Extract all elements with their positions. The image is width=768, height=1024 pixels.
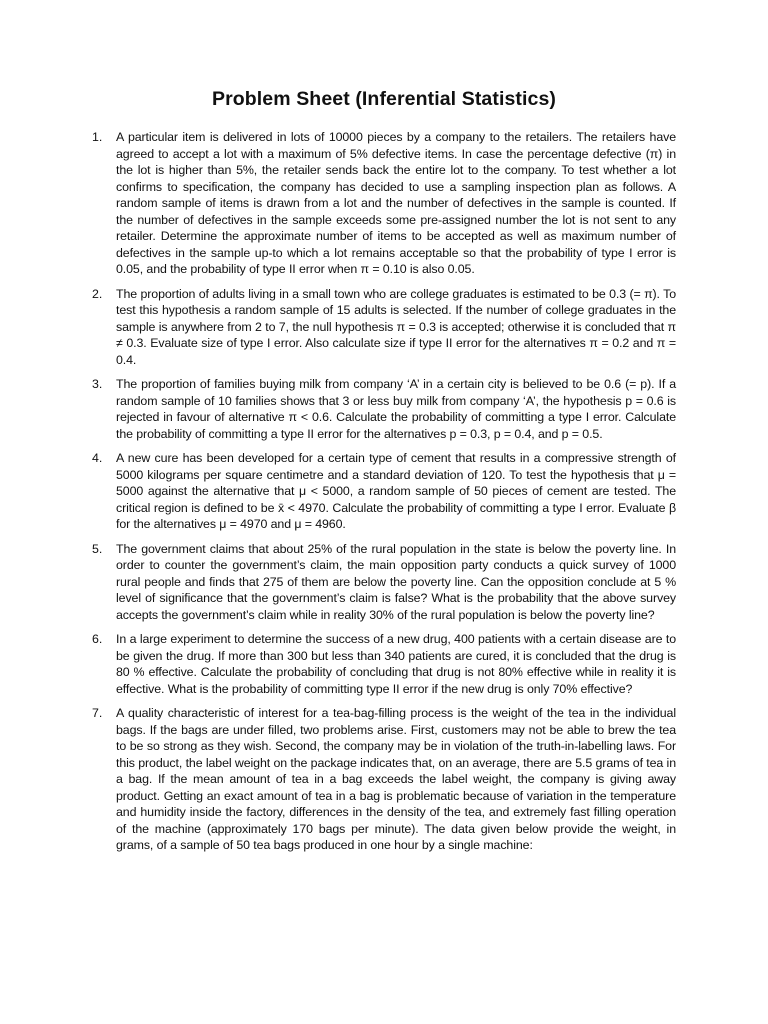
problem-number: 7. (92, 706, 103, 720)
problem-item (92, 541, 676, 624)
problem-number: 3. (92, 377, 103, 391)
problem-text: In a large experiment to determine the success of a new drug, 400 patients with a certain disease are to be given the drug. If more than 300 but less than 340 patients are cured, it is concluded that the drug is 80 % effective. Calculate the probability of concluding that drug is not 80% effective while in reality it is effective. What is the probability of committing type II error if the new drug is only 70% effective? (116, 632, 676, 696)
problem-text: The proportion of adults living in a small town who are college graduates is estimated to be 0.3 (= π). To test this hypothesis a random sample of 15 adults is selected. If the number of college graduates in the sample is anywhere from 2 to 7, the null hypothesis π = 0.3 is accepted; otherwise it is concluded that π ≠ 0.3. Evaluate size of type I error. Also calculate size if type II error for the alternatives π = 0.2 and π = 0.4. (116, 286, 676, 367)
problem-text: A quality characteristic of interest for a tea-bag-filling process is the weight of the tea in the individual bags. If the bags are under filled, two problems arise. First, customers may not be able to brew the tea to be so strong as they wish. Second, the company may be in violation of the truth-in-labelling laws. For this product, the label weight on the package indicates that, on an average, there are 5.5 grams of tea in a bag. If the mean amount of tea in a bag exceeds the label weight, the company is giving away product. Getting an exact amount of tea in a bag is problematic because of variation in the temperature and humidity inside the factory, differences in the density of the tea, and extremely fast filling operation of the machine (approximately 170 bags per minute). The data given below provide the weight, in grams, of a sample of 50 tea bags produced in one hour by a single machine: (116, 706, 676, 852)
problem-item (92, 705, 676, 854)
problem-text: A particular item is delivered in lots of 10000 pieces by a company to the retailers. The retailers have agreed to accept a lot with a maximum of 5% defective items. In case the percentage defective (π) in the lot is higher than 5%, the retailer sends back the entire lot to the company. To test whether a lot confirms to specification, the company has decided to use a sampling inspection plan as follows. A random sample of items is drawn from a lot and the number of defectives in the sample is counted. If the number of defectives in the sample exceeds some pre-assigned number the lot is not sent to any retailer. Determine the approximate number of items to be accepted as well as maximum number of defectives in the sample up-to which a lot remains acceptable so that the probability of type I error is 0.05, and the probability of type II error when π = 0.10 is also 0.05. (116, 130, 676, 276)
problem-list (92, 129, 676, 854)
problem-number: 1. (92, 130, 103, 144)
problem-text: The government claims that about 25% of the rural population in the state is below the poverty line. In order to counter the government’s claim, the main opposition party conducts a quick survey of 1000 rural people and finds that 275 of them are below the poverty line. Can the opposition conclude at 5 % level of significance that the government’s claim is false? What is the probability that the above survey accepts the government’s claim while in reality 30% of the rural population is below the poverty line? (116, 541, 676, 622)
problem-item (92, 631, 676, 697)
problem-text: A new cure has been developed for a certain type of cement that results in a compressive strength of 5000 kilograms per square centimetre and a standard deviation of 120. To test the hypothesis that μ = 5000 against the alternative that μ < 5000, a random sample of 50 pieces of cement are tested. The critical region is defined to be x̄ < 4970. Calculate the probability of committing a type I error. Evaluate β for the alternatives μ = 4970 and μ = 4960. (116, 451, 676, 531)
problem-item (92, 286, 676, 369)
problem-text: The proportion of families buying milk from company ‘A’ in a certain city is believed to be 0.6 (= p). If a random sample of 10 families shows that 3 or less buy milk from company ‘A’, the hypothesis p = 0.6 is rejected in favour of alternative π < 0.6. Calculate the probability of committing a type I error. Calculate the probability of committing a type II error for the alternatives p = 0.3, p = 0.4, and p = 0.5. (116, 377, 676, 441)
problem-number: 2. (92, 286, 103, 301)
problem-item (92, 450, 676, 533)
problem-number: 4. (92, 451, 103, 465)
problem-item (92, 129, 676, 278)
problem-number: 6. (92, 632, 103, 646)
problem-number: 5. (92, 541, 103, 556)
problem-item (92, 376, 676, 442)
page-title: Problem Sheet (Inferential Statistics) (211, 88, 557, 110)
